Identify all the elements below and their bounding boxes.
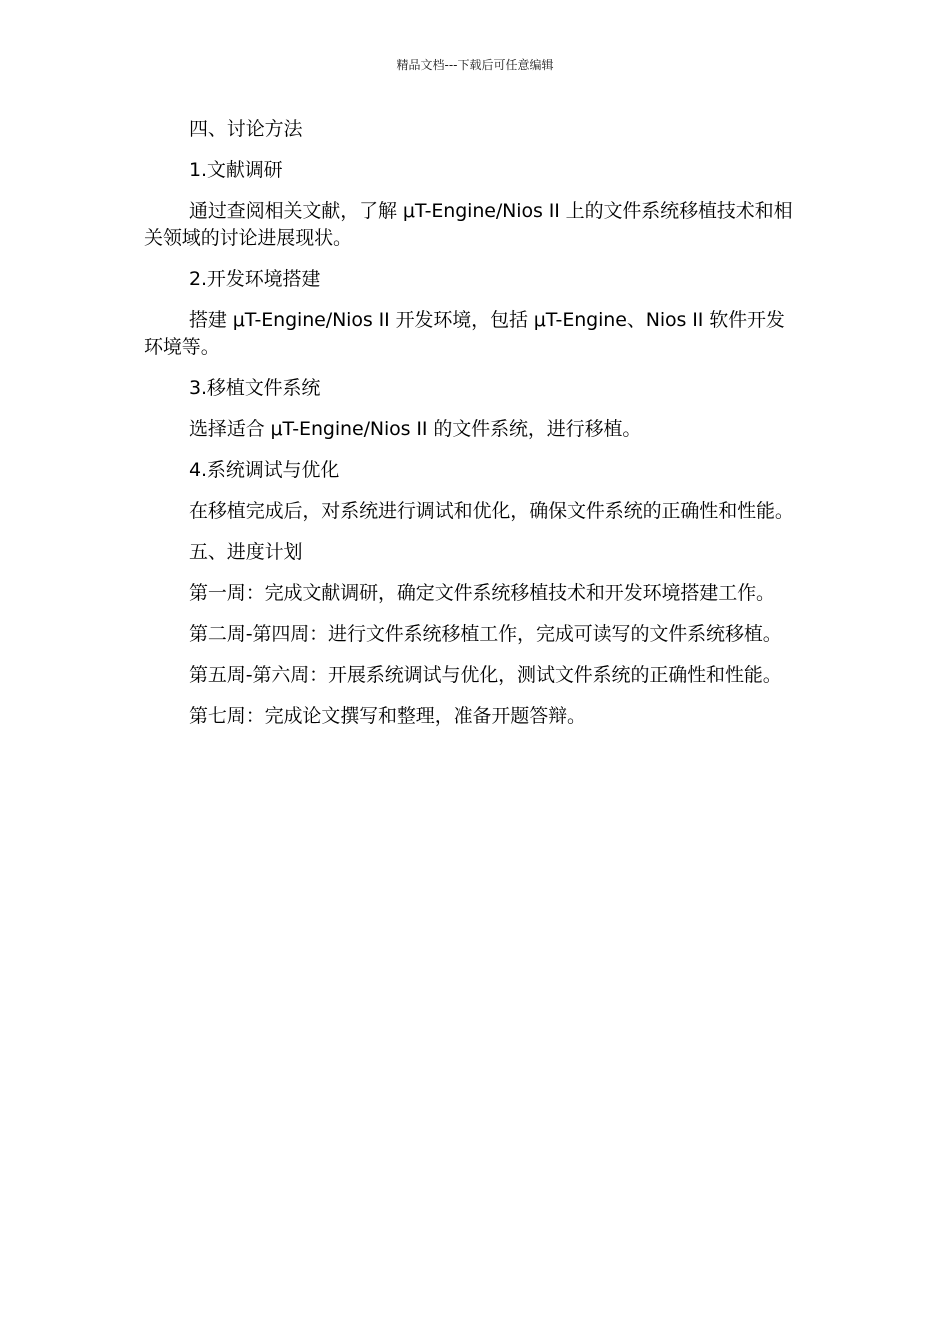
- section-heading-schedule: 五、进度计划: [189, 541, 303, 563]
- paragraph-dev-environment: 搭建 μT-Engine/Nios II 开发环境，包括 μT-Engine、Nios II 软件开发环境等。: [144, 309, 785, 358]
- document-body: [144, 116, 800, 730]
- schedule-item-week-7: 第七周：完成论文撰写和整理，准备开题答辩。: [189, 705, 586, 727]
- paragraph-port-filesystem: 选择适合 μT-Engine/Nios II 的文件系统，进行移植。: [189, 418, 642, 440]
- subheading-debug-optimize: 4.系统调试与优化: [189, 459, 340, 481]
- subheading-dev-environment: 2.开发环境搭建: [189, 268, 321, 290]
- subheading-port-filesystem: 3.移植文件系统: [189, 377, 321, 399]
- schedule-item-week-1: 第一周：完成文献调研，确定文件系统移植技术和开发环境搭建工作。: [189, 582, 775, 604]
- page-header: 精品文档---下载后可任意编辑: [396, 58, 554, 72]
- subheading-literature-research: 1.文献调研: [189, 159, 283, 181]
- schedule-item-week-2-4: 第二周-第四周：进行文件系统移植工作，完成可读写的文件系统移植。: [189, 623, 782, 645]
- section-heading-discussion-method: 四、讨论方法: [189, 118, 303, 140]
- schedule-item-week-5-6: 第五周-第六周：开展系统调试与优化，测试文件系统的正确性和性能。: [189, 664, 782, 686]
- paragraph-debug-optimize: 在移植完成后，对系统进行调试和优化，确保文件系统的正确性和性能。: [189, 500, 794, 522]
- paragraph-literature-research: 通过查阅相关文献，了解 μT-Engine/Nios II 上的文件系统移植技术和相关领域的讨论进展现状。: [144, 200, 793, 249]
